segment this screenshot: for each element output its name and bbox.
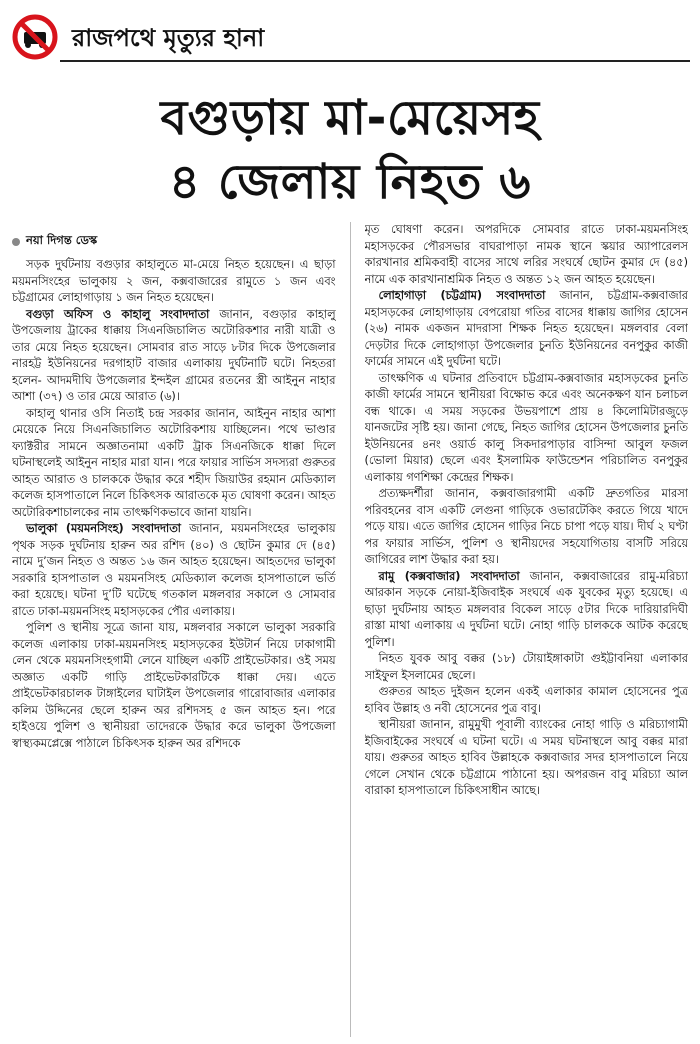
paragraph-kahalu-oc: কাহালু থানার ওসি নিতাই চন্দ্র সরকার জানান, আইনুন নাহার আশা মেয়েকে নিয়ে সিএনজিচালিত অটোরিকশায় যাচ্ছিলেন। পথে ভাণ্ডার ফ্যাক্টরীর সামনে অজ্ঞাতনামা একটি ট্রাক সিএনজিকে ধাক্কা দিলে ঘটনাস্থলেই আইনুন নাহার মারা যান। পরে ফায়ার সার্ভিস সদস্যরা গুরুতর আহত আরাত ও চালককে উদ্ধার করে শহীদ জিয়াউর রহমান মেডিক্যাল কলেজ হাসপাতালে নিলে চিকিৎসক আরাতকে মৃত ঘোষণা করেন। আহত অটোরিকশাচালকের নাম তাৎক্ষণিকভাবে জানা যায়নি। [12,406,336,519]
paragraph-victim: নিহত যুবক আবু বক্কর (১৮) টোয়াইঙ্গাকাটা গুইট্টাবনিয়া এলাকার সাইফুল ইসলামের ছেলে। [364,652,688,682]
paragraph-bogura [12,307,336,406]
article-body [12,222,688,1037]
article-column-right [365,222,689,1037]
headline [0,86,700,214]
accident-logo-icon [12,14,58,60]
paragraph-eyewitness: প্রত্যক্ষদর্শীরা জানান, কক্সবাজারগামী একটি দ্রুতগতির মারসা পরিবহনের বাস একটি লেগুনা গাড়িকে ওভারটেকিং করতে গিয়ে খাদে পড়ে যায়। এতে জাগির হোসেন গাড়ির নিচে চাপা পড়ে যায়। দীর্ঘ ২ ঘণ্টা পর ফায়ার সার্ভিস, পুলিশ ও স্থানীয়দের সহযোগিতায় বাসটি সরিয়ে জাগিরের লাশ উদ্ধার করা হয়। [364,487,688,566]
headline-line-2: ৪ জেলায় নিহত ৬ [169,154,531,210]
paragraph-text: জানান, চট্টগ্রাম-কক্সবাজার মহাসড়কের লোহাগাড়ায় বেপরোয়া গতির বাসের ধাক্কায় জাগির হোসেন (২৬) নামক একজন মাদরাসা শিক্ষক নিহত হয়েছেন। মঙ্গলবার বেলা দেড়টার দিকে লোহাগাড়া উপজেলার চুনতি ইউনিয়নের বনপুকুর কাজী ফার্মের সামনে এই দুর্ঘটনা ঘটে। [364,289,688,368]
dateline-ramu: রামু (কক্সবাজার) সংবাদদাতা [378,569,520,583]
paragraph-lohagara [365,288,689,371]
section-title: রাজপথে মৃত্যুর হানা [72,24,265,52]
paragraph-ramu [365,569,689,652]
paragraph-intro: সড়ক দুর্ঘটনায় বগুড়ার কাহালুতে মা-মেয়ে নিহত হয়েছেন। এ ছাড়া ময়মনসিংহের ভালুকায় ২ জন, কক্সবাজারের রামুতে ১ জন এবং চট্টগ্রামের লোহাগাড়ায় ১ জন নিহত হয়েছেন। [12,258,336,304]
paragraph-injured: গুরুতর আহত দুইজন হলেন একই এলাকার কামাল হোসেনের পুত্র হাবিব উল্লাহ ও নবী হোসেনের পুত্র বাবু। [364,685,688,715]
paragraph-text: জানান, বগুড়ার কাহালু উপজেলায় ট্রাকের ধাক্কায় সিএনজিচালিত অটোরিকশার নারী যাত্রী ও তার মেয়ে নিহত হয়েছেন। সোমবার রাত সাড়ে ৮টার দিকে উপজেলার নারহট্ট ইউনিয়নের দরগাহাট বাজার এলাকায় দুর্ঘটনাটি ঘটে। নিহতরা হলেন- আদমদীঘি উপজেলার ইন্দইল গ্রামের রতনের স্ত্রী আইনুন নাহার আশা (৩৭) ও তার মেয়ে আরাত (৬)। [12,307,336,403]
column-divider [350,222,351,1037]
paragraph-text: জানান, কক্সবাজারের রামু-মরিচ্যা আরকান সড়কে নোয়া-ইজিবাইক সংঘর্ষে এক যুবকের মৃত্যু হয়েছে। এ ছাড়া দুর্ঘটনায় আহত মঙ্গলবার বিকেল সাড়ে ৫টার দিকে দারিয়ারদিঘী রাস্তা মাথা এলাকায় এ দুর্ঘটনা ঘটে। নোহা গাড়ি চালককে আটক করেছে পুলিশ। [364,569,688,649]
headline-line-1: বগুড়ায় মা-মেয়েসহ [160,90,540,146]
paragraph-locals: স্থানীয়রা জানান, রামুমুখী পূবালী ব্যাংকের নোহা গাড়ি ও মরিচ্যাগামী ইজিবাইকের সংঘর্ষে এ ঘটনা ঘটে। এ সময় ঘটনাস্থলে আবু বক্কর মারা যায়। গুরুতর আহত হাবিব উল্লাহকে কক্সবাজার সদর হাসপাতালে নিয়ে গেলে সেখান থেকে চট্টগ্রামে পাঠানো হয়। অপরজন বাবু মরিচ্যা আল বারাকা হাসপাতালে চিকিৎসাধীন আছে। [364,718,688,797]
paragraph-text: জানান, ময়মনসিংহের ভালুকায় পৃথক সড়ক দুর্ঘটনায় হারুন অর রশিদ (৪০) ও ছোটন কুমার দে (৪৫) নামে দু’জন নিহত ও অন্তত ১৬ জন আহত হয়েছেন। আহতদের ভালুকা সরকারি হাসপাতাল ও ময়মনসিংহ মেডিক্যাল কলেজ হাসপাতালে ভর্তি করা হয়েছে। ঘটনা দু’টি ঘটেছে গতকাল মঙ্গলবার সকালে ও সোমবার রাতে ঢাকা-ময়মনসিংহ মহাসড়কের পৌর এলাকায়। [12,522,336,618]
paragraph-police-source: পুলিশ ও স্থানীয় সূত্রে জানা যায়, মঙ্গলবার সকালে ভালুকা সরকারি কলেজ এলাকায় ঢাকা-ময়মনসিংহ মহাসড়কের ইউটার্ন নিয়ে ঢাকাগামী লেন থেকে ময়মনসিংহগামী লেনে যাচ্ছিল একটি প্রাইভেটকার। ওই সময় অজ্ঞাত একটি গাড়ি প্রাইভেটকারটিকে ধাক্কা দেয়। এতে প্রাইভেটকারচালক টাঙ্গাইলের ঘাটাইল উপজেলার গারোবাজার এলাকার কলিম উদ্দিনের ছেলে হারুন অর রশিদসহ ৫ জন আহত হন। পরে হাইওয়ে পুলিশ ও স্থানীয়রা তাদেরকে উদ্ধার করে ভালুকা উপজেলা স্বাস্থ্যকমপ্লেক্সে পাঠালে চিকিৎসক হারুন অর রশিদকে [12,621,336,750]
byline [12,232,336,251]
dateline-bogura: বগুড়া অফিস ও কাহালু সংবাদদাতা [26,307,210,321]
paragraph-continued: মৃত ঘোষণা করেন। অপরদিকে সোমবার রাতে ঢাকা-ময়মনসিংহ মহাসড়কের পৌরসভার বাঘরাপাড়া নামক স্থানে স্কয়ার অ্যাপারেলস কারখানার শ্রমিকবাহী বাসের সাথে লরির সংঘর্ষে ছোটন কুমার দে (৪৫) নামে এক কারখানাশ্রমিক নিহত ও অন্তত ১২ জন আহত হয়েছেন। [364,223,688,286]
article-column-left [12,222,336,1037]
bullet-icon [12,238,20,246]
header-rule [60,60,690,62]
paragraph-bhaluka [12,521,336,620]
dateline-bhaluka: ভালুকা (ময়মনসিংহ) সংবাদদাতা [26,522,181,535]
byline-text: নয়া দিগন্ত ডেস্ক [26,233,98,247]
paragraph-protest: তাৎক্ষণিক এ ঘটনার প্রতিবাদে চট্টগ্রাম-কক্সবাজার মহাসড়কের চুনতি কাজী ফার্মের সামনে স্থানীয়রা বিক্ষোভ করে এবং অনেকক্ষণ যান চলাচল বন্ধ থাকে। এ সময় সড়কের উভয়পাশে প্রায় ৪ কিলোমিটারজুড়ে যানজটের সৃষ্টি হয়। জানা গেছে, নিহত জাগির হোসেন উপজেলার চুনতি ইউনিয়নের ৪নং ওয়ার্ড কালু সিকদারপাড়ার বাসিন্দা আবুল ফজল (ভোলা মিয়ার) ছেলে এবং ইসলামিক ফাউন্ডেশন পরিচালিত বনপুকুর এলাকায় গণশিক্ষা কেন্দ্রের শিক্ষক। [364,371,688,484]
dateline-lohagara: লোহাগাড়া (চট্টগ্রাম) সংবাদদাতা [378,289,546,302]
section-header [10,12,690,62]
